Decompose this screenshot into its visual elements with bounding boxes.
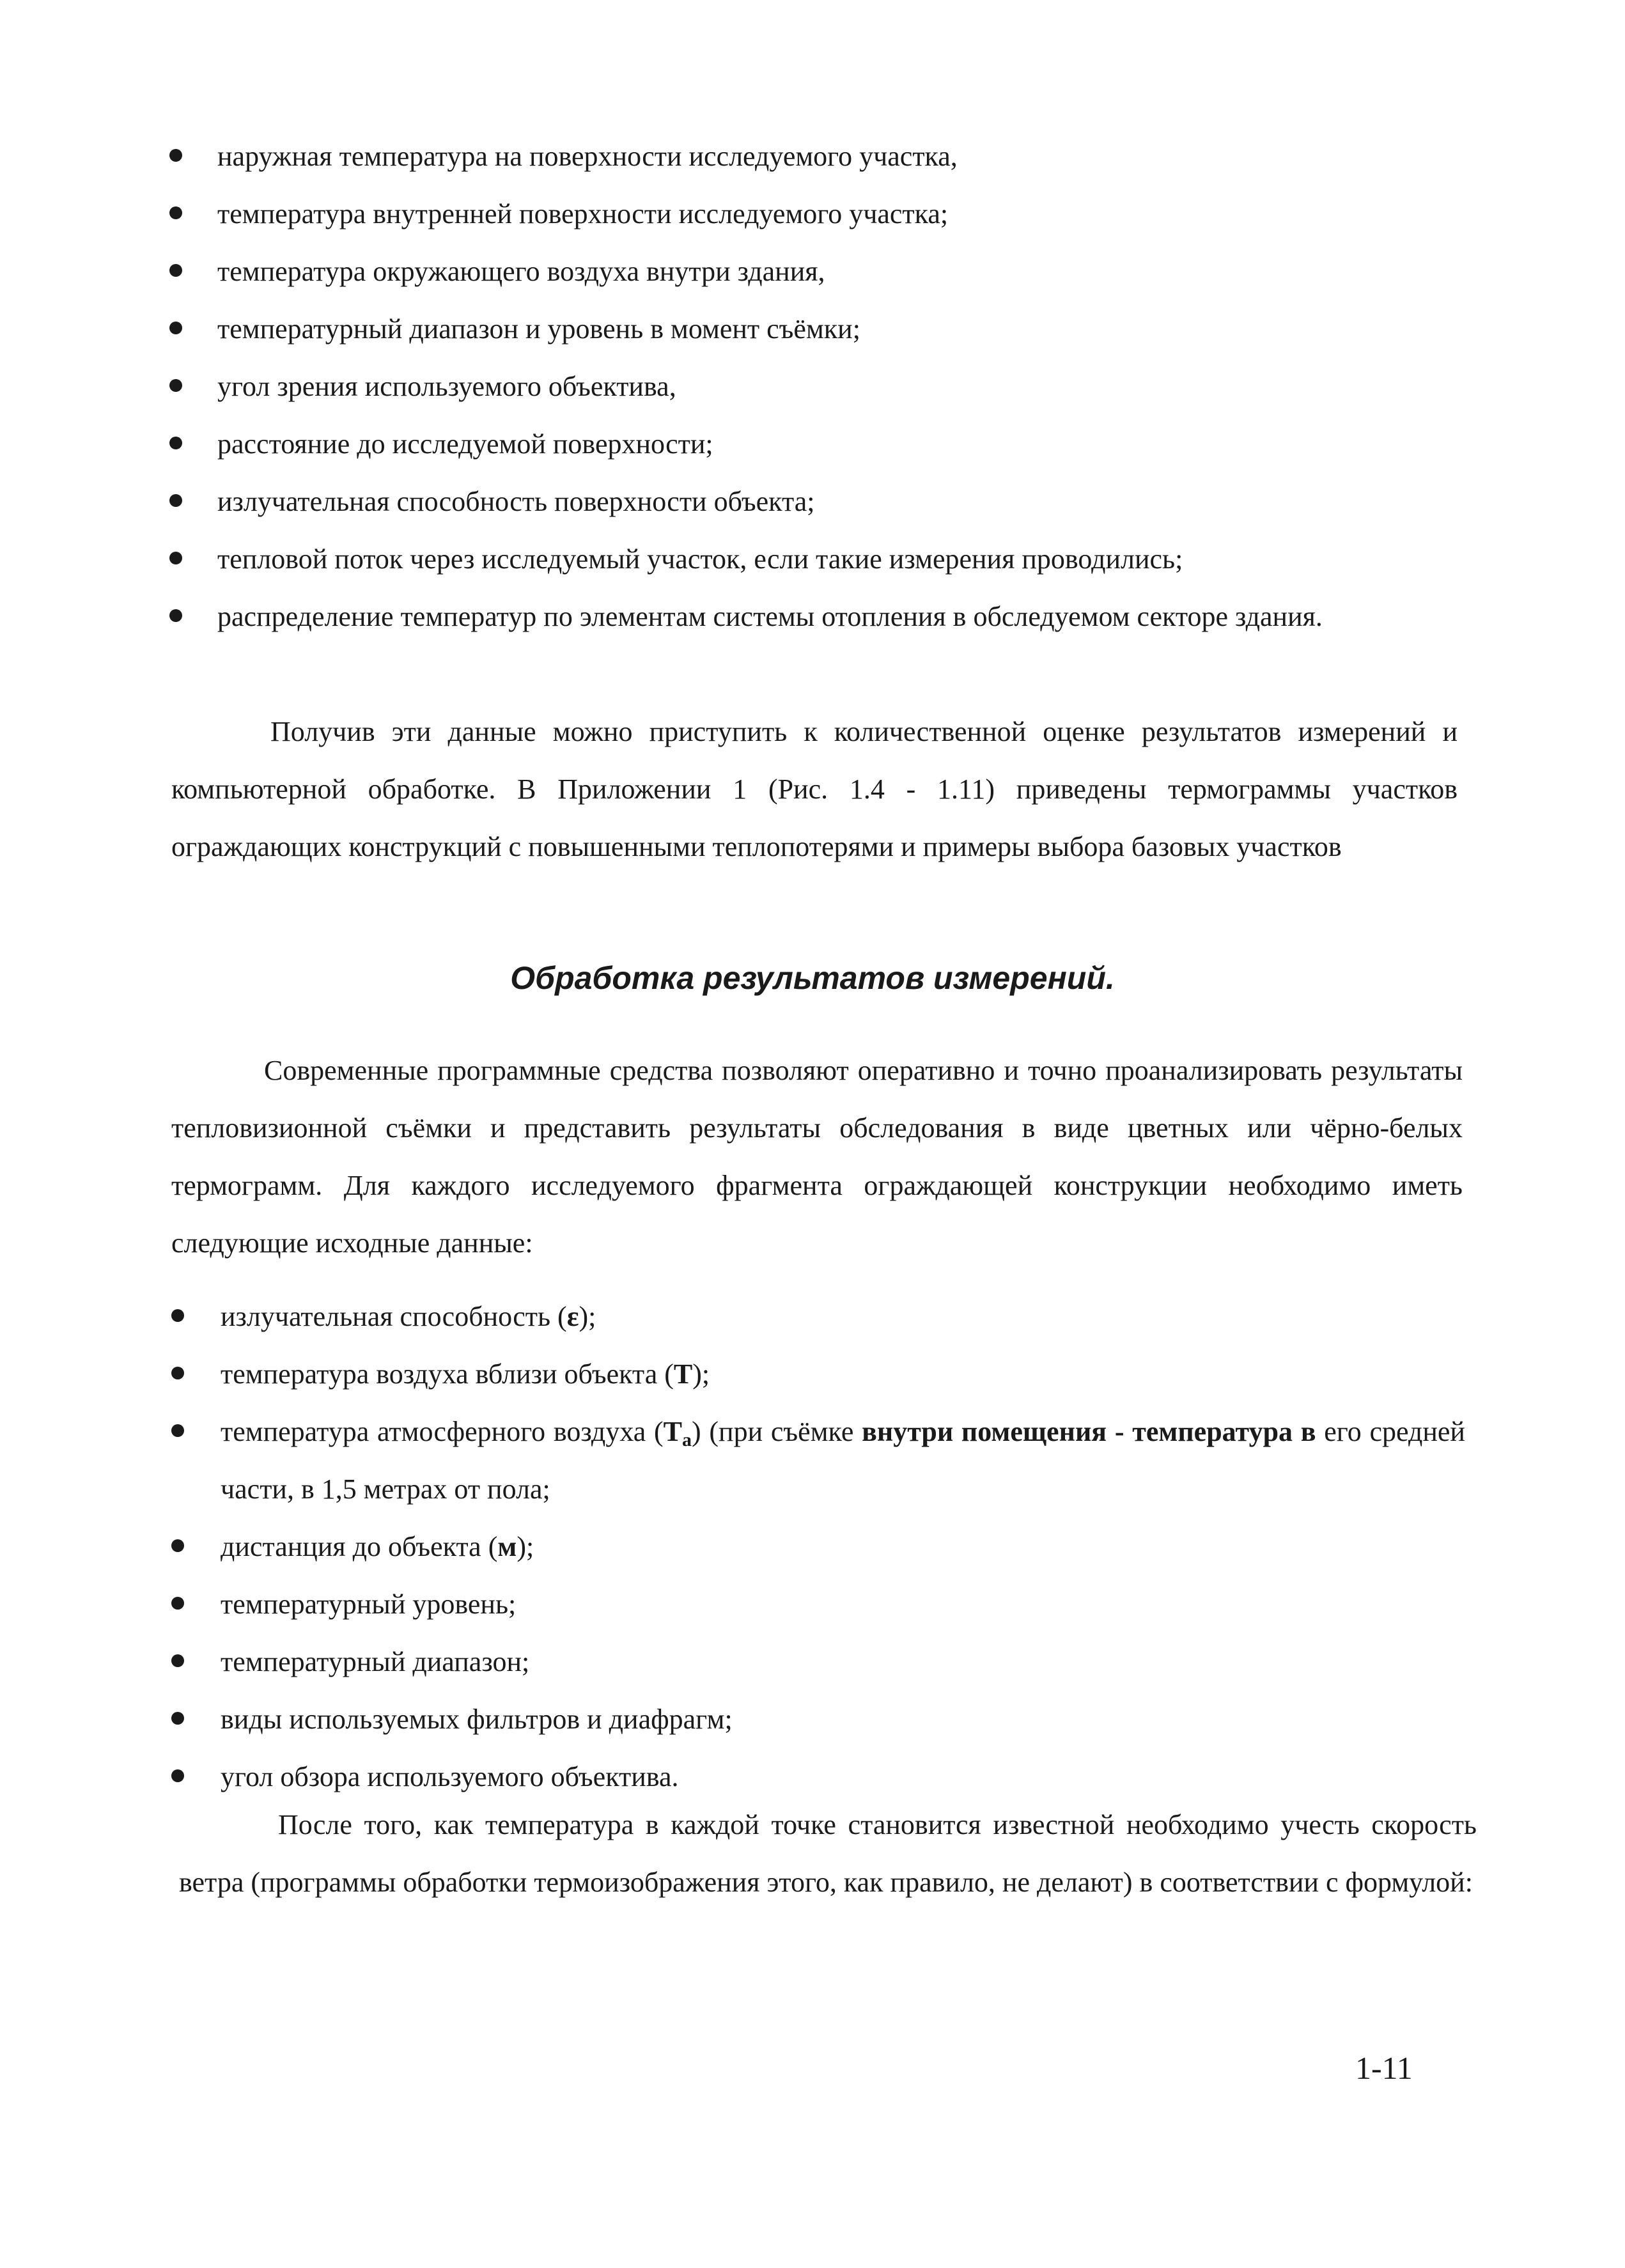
list-item (0, 416, 1625, 473)
list-item (0, 473, 1625, 531)
temperature-symbol: T (673, 1358, 693, 1390)
list-item (0, 243, 1625, 300)
bullet-icon (171, 1654, 184, 1667)
bullet-icon (171, 1769, 184, 1782)
list-item (0, 185, 1625, 243)
list-item (0, 531, 1625, 588)
list-item-text: тепловой поток через исследуемый участок, если такие измерения проводились; (217, 543, 1183, 575)
list-item-text: температурный уровень; (221, 1588, 517, 1620)
bullet-icon (169, 149, 182, 162)
bullet-icon (171, 1539, 184, 1552)
atmospheric-temperature-subscript: a (682, 1429, 692, 1450)
list-item-text: угол зрения используемого объектива, (217, 371, 676, 402)
list-item-text: температурный диапазон и уровень в момент съёмки; (217, 313, 860, 345)
bullet-icon (169, 609, 182, 622)
list-item: излучательная способность (ε); (0, 1288, 1625, 1346)
list-item-text: распределение температур по элементам системы отопления в обследуемом секторе здания. (217, 601, 1323, 632)
bullet-icon (169, 379, 182, 392)
list-item-text: излучательная способность поверхности объекта; (217, 486, 815, 517)
list-item-text: угол обзора используемого объектива. (221, 1761, 679, 1792)
bullet-icon (169, 322, 182, 334)
list-item (0, 1691, 1625, 1748)
list-item (0, 358, 1625, 416)
list-item: температура воздуха вблизи объекта (T); (0, 1346, 1625, 1403)
list-item (0, 1576, 1625, 1633)
paragraph-results: Получив эти данные можно приступить к количественной оценке результатов измерений и компьютерной обработке. В Приложении 1 (Рис. 1.4 - 1.11) приведены термограммы участков ограждающих конструкций с повышенными теплопотерями и примеры выбора базовых участков (171, 716, 1458, 862)
list-item-text: виды используемых фильтров и диафрагм; (221, 1704, 733, 1735)
bullet-icon (171, 1424, 184, 1437)
bullet-icon (169, 264, 182, 277)
list-item (0, 128, 1625, 185)
bullet-icon (169, 206, 182, 219)
atmospheric-temperature-symbol: T (663, 1416, 683, 1447)
bullet-icon (171, 1367, 184, 1379)
list-item-text: расстояние до исследуемой поверхности; (217, 428, 713, 460)
bullet-icon (169, 437, 182, 449)
bullet-list-input-data (0, 1288, 1625, 1806)
list-item (0, 1633, 1625, 1691)
list-item-text: наружная температура на поверхности исследуемого участка, (217, 141, 958, 172)
section-heading: Обработка результатов измерений. (510, 960, 1115, 996)
emissivity-symbol: ε (566, 1301, 579, 1332)
page-number: 1-11 (1355, 2050, 1413, 2086)
bullet-icon (171, 1597, 184, 1610)
bullet-list-measurements (0, 128, 1625, 646)
bullet-icon (171, 1309, 184, 1322)
list-item: температура атмосферного воздуха $(T_a)$ (при съёмке внутри помещения - температура в его средней части, в 1,5 метрах от пола; (0, 1403, 1625, 1518)
paragraph-software: Современные программные средства позволяют оперативно и точно проанализировать результаты тепловизионной съёмки и представить результаты обследования в виде цветных или чёрно-белых термограмм. Для каждого исследуемого фрагмента ограждающей конструкции необходимо иметь следующие исходные данные: (171, 1055, 1463, 1259)
emphasis-text: внутри помещения - температура в (862, 1416, 1316, 1447)
list-item: дистанция до объекта (м); (0, 1518, 1625, 1576)
list-item (0, 588, 1625, 646)
list-item-text: температура внутренней поверхности исследуемого участка; (217, 198, 949, 229)
distance-symbol: м (497, 1531, 517, 1562)
paragraph-wind-speed: После того, как температура в каждой точке становится известной необходимо учесть скорость ветра (программы обработки термоизображения этого, как правило, не делают) в соответствии с формулой: (179, 1809, 1477, 1898)
list-item-text: температурный диапазон; (221, 1646, 530, 1677)
bullet-icon (171, 1712, 184, 1725)
list-item-text: температура окружающего воздуха внутри здания, (217, 256, 825, 287)
list-item (0, 300, 1625, 358)
bullet-icon (169, 494, 182, 507)
bullet-icon (169, 552, 182, 564)
